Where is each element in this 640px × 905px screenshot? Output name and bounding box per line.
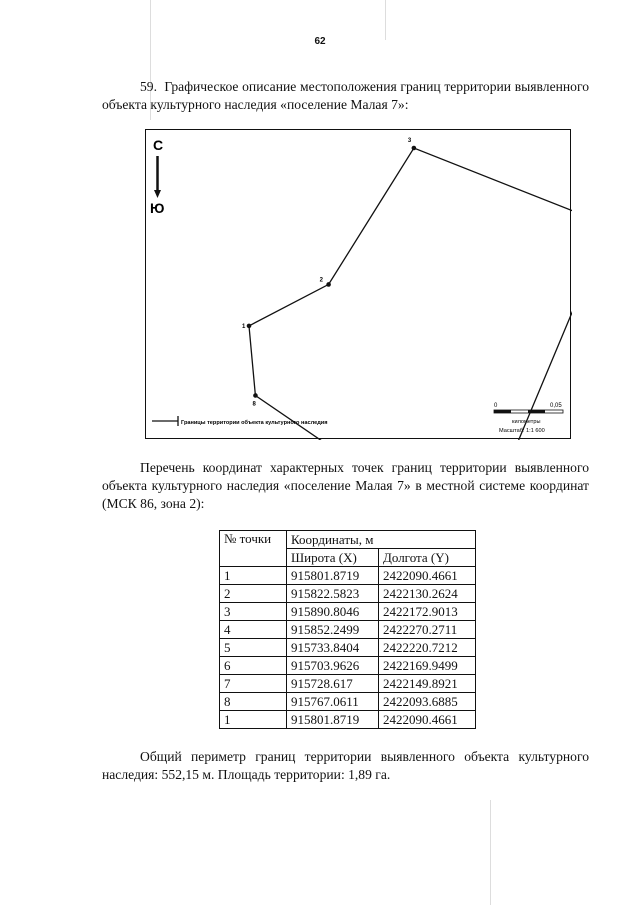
scale-max: 0,05 [550, 403, 562, 409]
cell-longitude: 2422090.4661 [379, 567, 476, 585]
table-row [220, 675, 476, 693]
summary-text: Общий периметр границ территории выявленного объекта культурного наследия: 552,15 м. Площадь территории: 1,89 га. [102, 749, 589, 782]
header-latitude: Широта (X) [287, 549, 379, 567]
compass-icon [150, 137, 164, 216]
compass-north-label: С [153, 137, 164, 153]
cell-latitude: 915801.8719 [287, 567, 379, 585]
boundary-layer [242, 138, 572, 440]
table-row [220, 711, 476, 729]
header-longitude: Долгота (Y) [379, 549, 476, 567]
boundary-point-2 [326, 282, 331, 287]
scale-bar [494, 403, 563, 434]
table-row [220, 603, 476, 621]
table-row [220, 693, 476, 711]
coordinates-intro-text: Перечень координат характерных точек границ территории выявленного объекта культурного наследия «поселение Малая 7» в местной системе координат (МСК 86, зона 2): [102, 460, 589, 511]
cell-latitude: 915728.617 [287, 675, 379, 693]
cell-latitude: 915801.8719 [287, 711, 379, 729]
cell-longitude: 2422149.8921 [379, 675, 476, 693]
cell-longitude: 2422093.6885 [379, 693, 476, 711]
cell-longitude: 2422090.4661 [379, 711, 476, 729]
cell-latitude: 915852.2499 [287, 621, 379, 639]
cell-point: 5 [220, 639, 287, 657]
heading-text: Графическое описание местоположения границ территории выявленного объекта культурного наследия «поселение Малая 7»: [102, 79, 589, 112]
cell-point: 1 [220, 567, 287, 585]
cell-longitude: 2422172.9013 [379, 603, 476, 621]
table-row [220, 567, 476, 585]
boundary-map [145, 129, 571, 439]
table-row [220, 585, 476, 603]
cell-point: 7 [220, 675, 287, 693]
table-header-row [220, 531, 476, 549]
boundary-polygon [249, 148, 572, 440]
table-row [220, 621, 476, 639]
boundary-point-label-8: 8 [252, 401, 256, 408]
boundary-point-label-1: 1 [242, 323, 246, 330]
summary-paragraph [102, 748, 589, 784]
cell-latitude: 915767.0611 [287, 693, 379, 711]
cell-latitude: 915703.9626 [287, 657, 379, 675]
cell-longitude: 2422130.2624 [379, 585, 476, 603]
scan-artifact [385, 0, 386, 40]
cell-latitude: 915890.8046 [287, 603, 379, 621]
cell-latitude: 915822.5823 [287, 585, 379, 603]
heading-number: 59. [140, 79, 157, 94]
coordinates-table [219, 530, 476, 729]
coordinates-intro-paragraph [102, 459, 589, 513]
cell-point: 2 [220, 585, 287, 603]
boundary-point-label-2: 2 [319, 277, 323, 284]
scale-zero: 0 [494, 403, 498, 409]
cell-longitude: 2422270.2711 [379, 621, 476, 639]
boundary-point-1 [247, 324, 252, 329]
map-canvas [146, 130, 572, 440]
heading-paragraph [102, 78, 589, 114]
cell-point: 6 [220, 657, 287, 675]
map-legend [152, 416, 327, 426]
boundary-point-label-3: 3 [407, 138, 412, 144]
scale-label: Масштаб: 1:1 600 [499, 428, 545, 434]
scan-artifact [490, 800, 491, 905]
cell-point: 1 [220, 711, 287, 729]
cell-latitude: 915733.8404 [287, 639, 379, 657]
page-number: 62 [314, 36, 326, 47]
scale-unit: километры [512, 419, 541, 425]
boundary-point-8 [253, 393, 258, 398]
cell-longitude: 2422220.7212 [379, 639, 476, 657]
cell-point: 8 [220, 693, 287, 711]
legend-label: Границы территории объекта культурного наследия [181, 420, 328, 426]
header-point: № точки [220, 531, 287, 567]
header-coordinates: Координаты, м [287, 531, 476, 549]
table-row [220, 657, 476, 675]
table-row [220, 639, 476, 657]
boundary-point-3 [412, 146, 417, 151]
cell-longitude: 2422169.9499 [379, 657, 476, 675]
cell-point: 3 [220, 603, 287, 621]
cell-point: 4 [220, 621, 287, 639]
compass-south-label: Ю [150, 200, 165, 216]
